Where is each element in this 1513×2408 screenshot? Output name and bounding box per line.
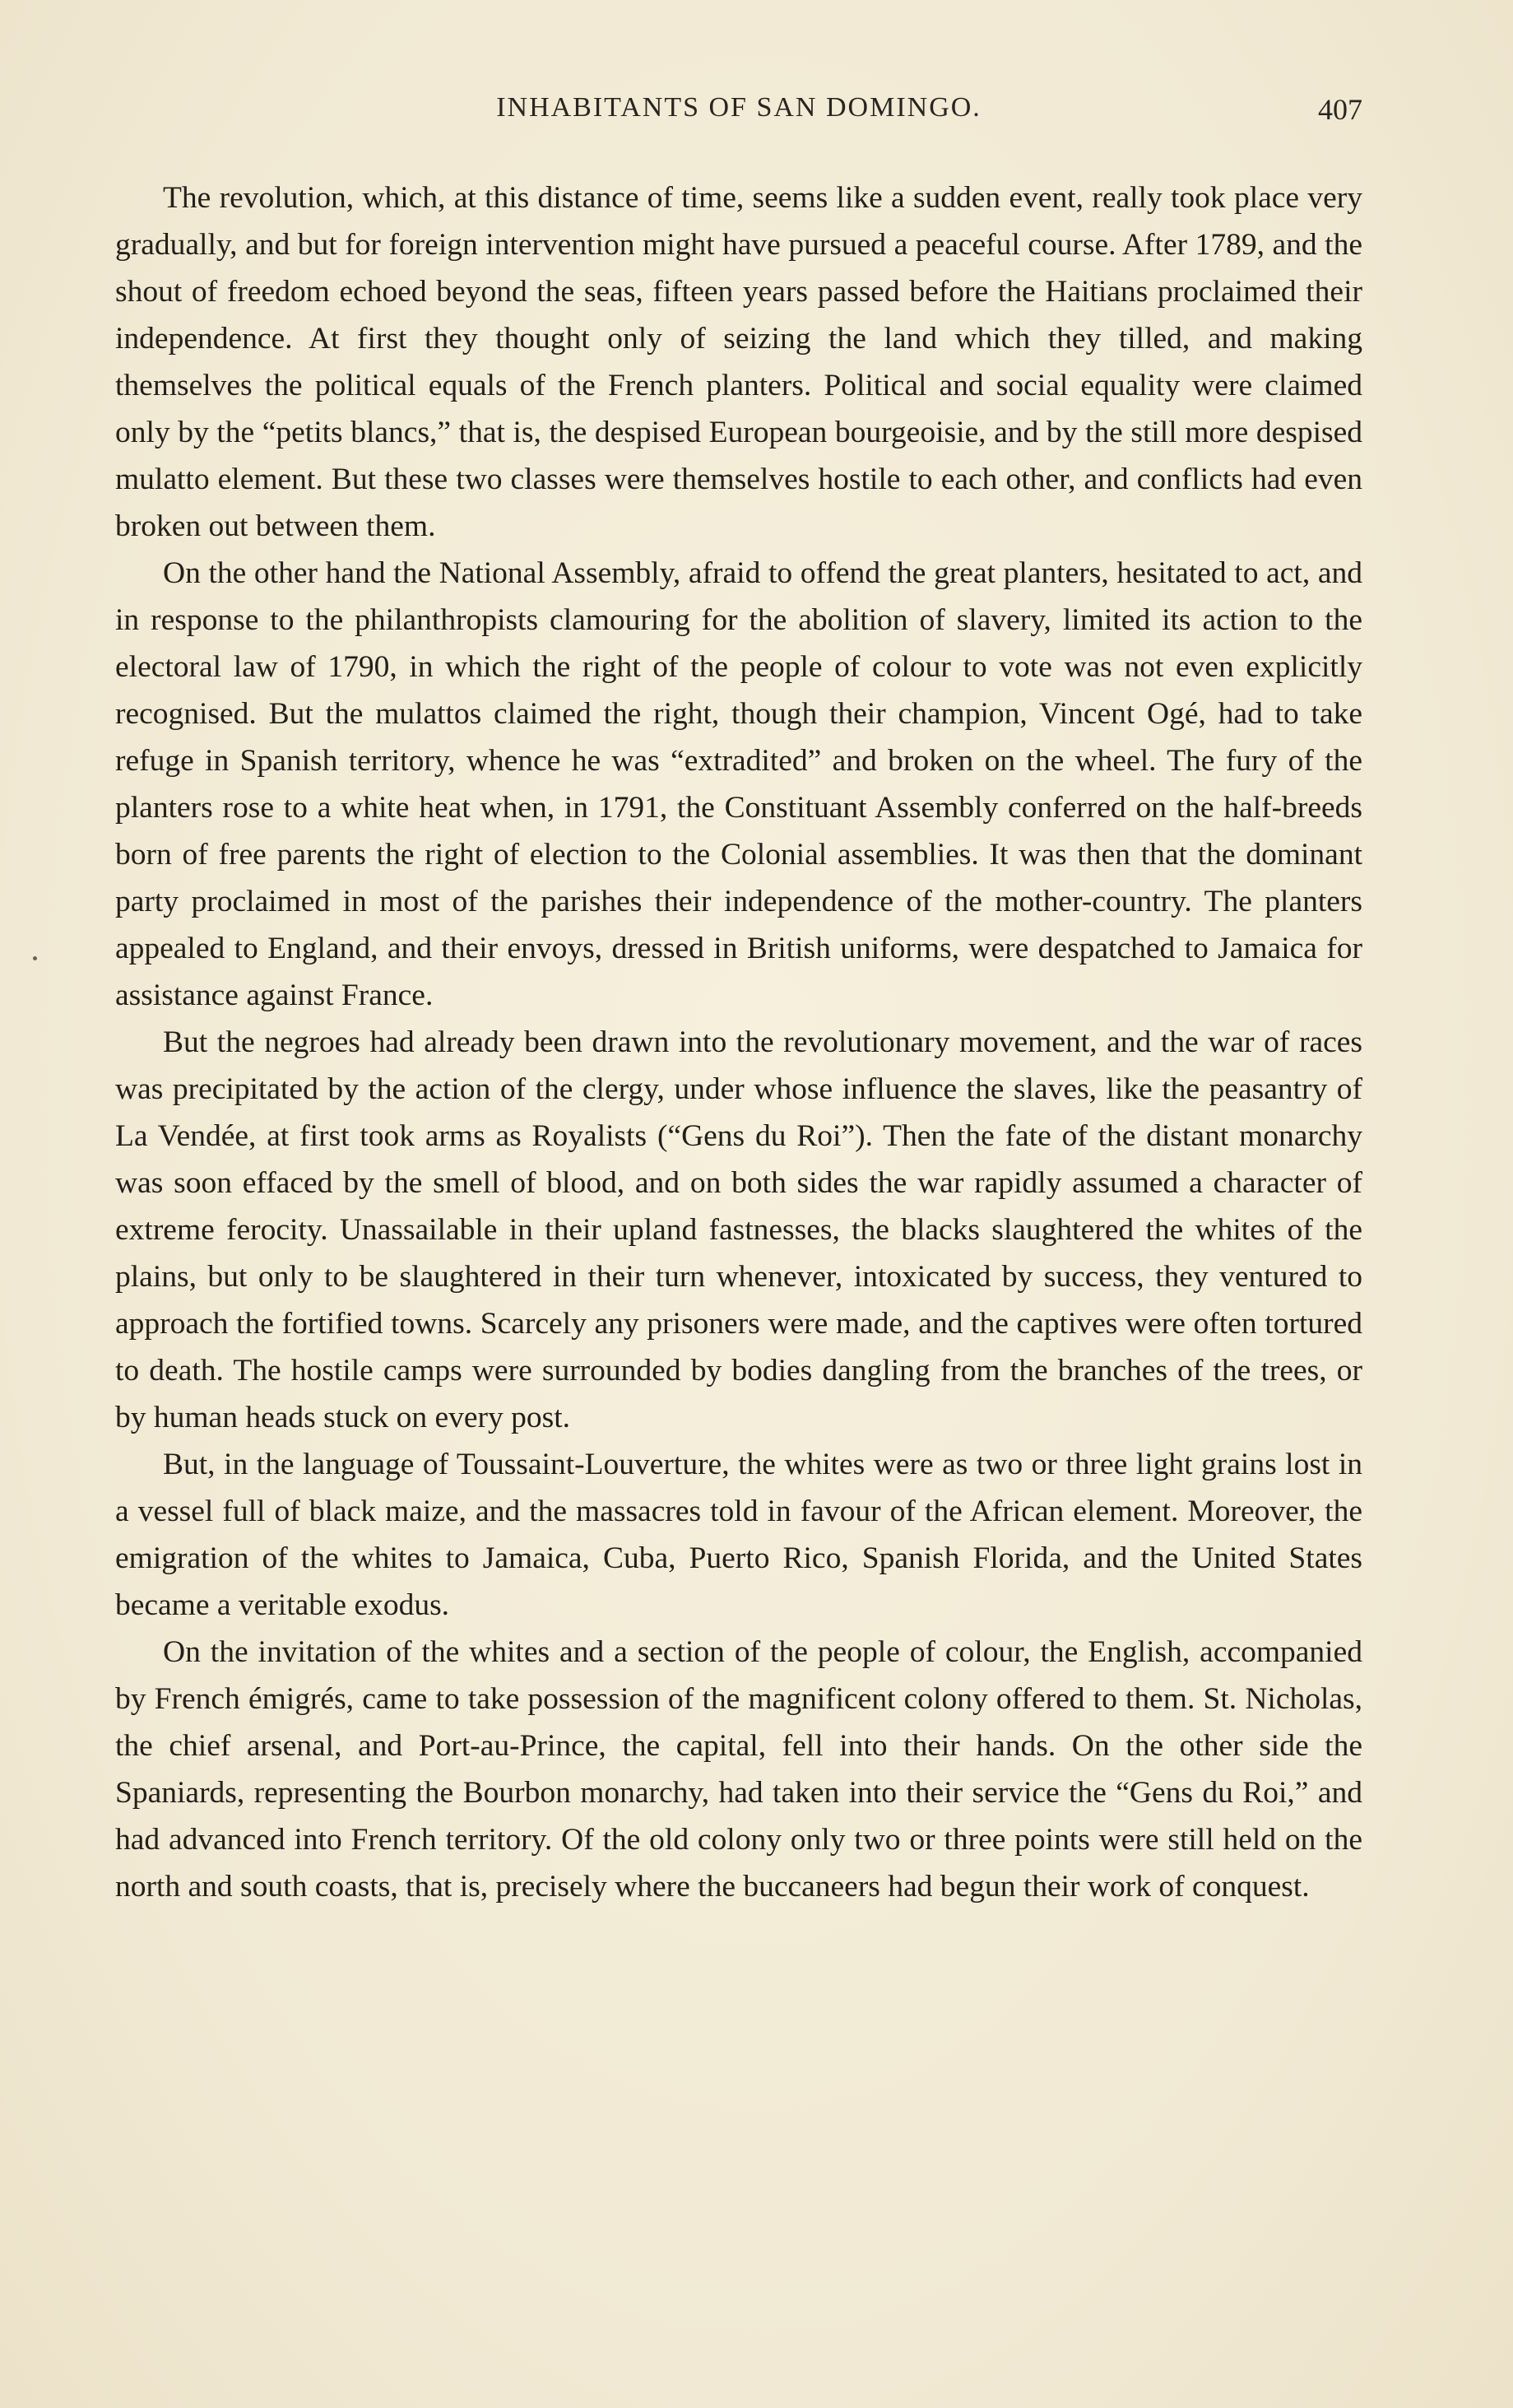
paragraph: The revolution, which, at this distance of time, seems like a sudden event, really took place very gradually, and but for foreign intervention might have pursued a peaceful course. After 1789, and the shout of freedom echoed beyond the seas, fifteen years passed before the Haitians proclaimed their independence. At first they thought only of seizing the land which they tilled, and making themselves the political equals of the French planters. Political and social equality were claimed only by the “petits blancs,” that is, the despised European bourgeoisie, and by the still more despised mulatto element. But these two classes were themselves hostile to each other, and conflicts had even broken out between them. bbox=[115, 181, 1362, 543]
page-header bbox=[115, 92, 1362, 142]
body-text bbox=[115, 174, 1362, 1910]
paragraph: But, in the language of Toussaint-Louverture, the whites were as two or three light grains lost in a vessel full of black maize, and the massacres told in favour of the African element. Moreover, the emigration of the whites to Jamaica, Cuba, Puerto Rico, Spanish Florida, and the United States became a veritable exodus. bbox=[115, 1448, 1362, 1622]
paragraph: On the other hand the National Assembly, afraid to offend the great planters, hesitated to act, and in response to the philanthropists clamouring for the abolition of slavery, limited its action to the electoral law of 1790, in which the right of the people of colour to vote was not even explicitly recognised. But the mulattos claimed the right, though their champion, Vincent Ogé, had to take refuge in Spanish territory, whence he was “extradited” and broken on the wheel. The fury of the planters rose to a white heat when, in 1791, the Constituant Assembly conferred on the half-breeds born of free parents the right of election to the Colonial assemblies. It was then that the dominant party proclaimed in most of the parishes their independence of the mother-country. The planters appealed to England, and their envoys, dressed in British uniforms, were despatched to Jamaica for assistance against France. bbox=[115, 556, 1362, 1012]
paragraph: But the negroes had already been drawn into the revolutionary movement, and the war of races was precipitated by the action of the clergy, under whose influence the slaves, like the peasantry of La Vendée, at first took arms as Royalists (“Gens du Roi”). Then the fate of the distant monarchy was soon effaced by the smell of blood, and on both sides the war rapidly assumed a character of extreme ferocity. Unassailable in their upland fastnesses, the blacks slaughtered the whites of the plains, but only to be slaughtered in their turn whenever, intoxicated by success, they ventured to approach the fortified towns. Scarcely any prisoners were made, and the captives were often tortured to death. The hostile camps were surrounded by bodies dangling from the branches of the trees, or by human heads stuck on every post. bbox=[115, 1025, 1362, 1434]
paragraph: On the invitation of the whites and a section of the people of colour, the English, accompanied by French émigrés, came to take possession of the magnificent colony offered to them. St. Nicholas, the chief arsenal, and Port-au-Prince, the capital, fell into their hands. On the other side the Spaniards, representing the Bourbon monarchy, had taken into their service the “Gens du Roi,” and had advanced into French territory. Of the old colony only two or three points were still held on the north and south coasts, that is, precisely where the buccaneers had begun their work of conquest. bbox=[115, 1635, 1362, 1904]
ink-speck bbox=[33, 956, 37, 960]
running-title: INHABITANTS OF SAN DOMINGO. bbox=[496, 92, 982, 123]
page-number: 407 bbox=[1318, 93, 1362, 126]
